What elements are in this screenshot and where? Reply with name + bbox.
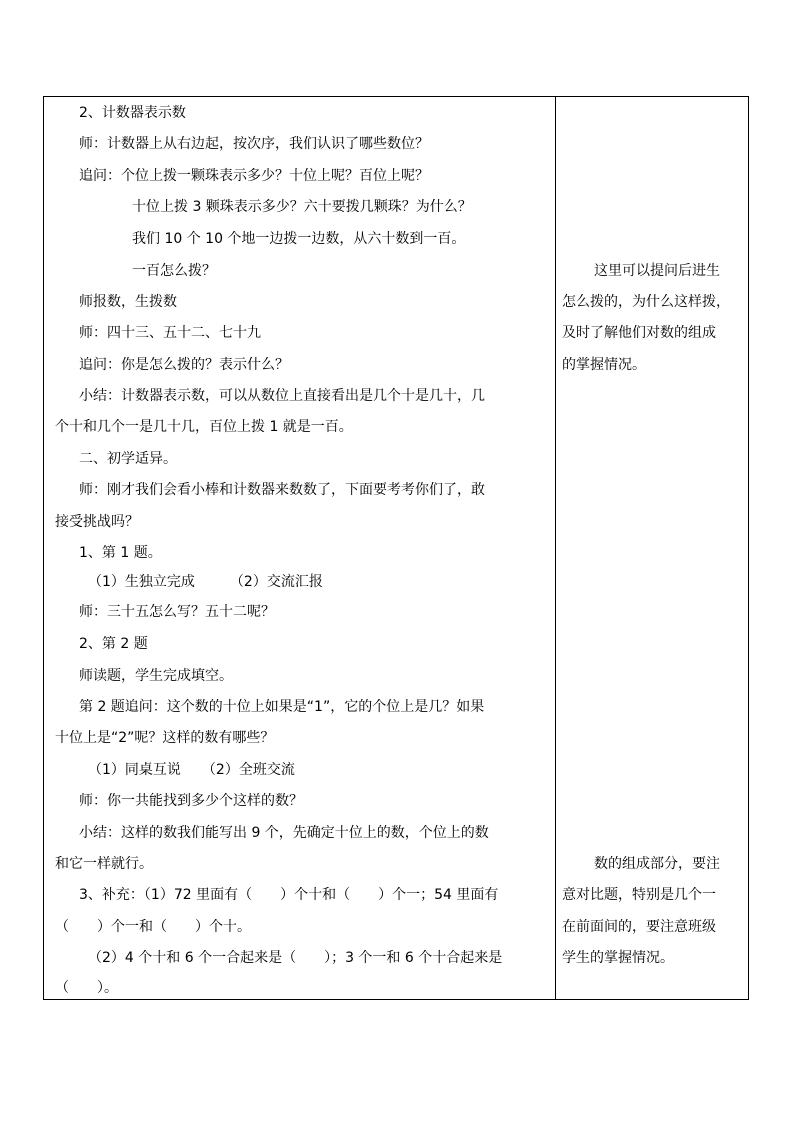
left-line: 追问：个位上拨一颗珠表示多少？十位上呢？百位上呢？ bbox=[79, 168, 429, 184]
left-line: 追问：你是怎么拨的？表示什么？ bbox=[79, 357, 289, 373]
left-line: 个十和几个一是几十几，百位上拨 1 就是一百。 bbox=[55, 419, 353, 435]
left-line: 师：刚才我们会看小棒和计数器来数数了，下面要考考你们了，敢 bbox=[79, 482, 485, 498]
note-line: 学生的掌握情况。 bbox=[562, 950, 674, 966]
left-line: 小结：这样的数我们能写出 9 个，先确定十位上的数，个位上的数 bbox=[79, 825, 489, 841]
left-line: （1）生独立完成 （2）交流汇报 bbox=[88, 574, 323, 590]
left-line: （1）同桌互说 （2）全班交流 bbox=[88, 762, 295, 778]
right-column bbox=[556, 97, 749, 999]
left-line: 师报数，生拨数 bbox=[79, 294, 177, 310]
left-line: 二、初学适异。 bbox=[79, 451, 177, 467]
left-line: 十位上拨 3 颗珠表示多少？六十要拨几颗珠？为什么？ bbox=[132, 199, 472, 215]
note-line: 数的组成部分，要注 bbox=[594, 856, 720, 872]
note-line: 及时了解他们对数的组成 bbox=[562, 325, 716, 341]
left-line: 师：三十五怎么写？五十二呢？ bbox=[79, 604, 275, 620]
left-line: 第 2 题追问：这个数的十位上如果是“1”，它的个位上是几？如果 bbox=[79, 699, 485, 715]
left-line: 和它一样就行。 bbox=[55, 856, 153, 872]
note-line: 的掌握情况。 bbox=[562, 357, 646, 373]
left-line: 一百怎么拨？ bbox=[132, 263, 216, 279]
left-line: 2、第 2 题 bbox=[79, 636, 148, 652]
note-line: 在前面间的，要注意班级 bbox=[562, 919, 716, 935]
left-line: （ ）。 bbox=[55, 980, 118, 996]
left-line: （2）4 个十和 6 个一合起来是（ ）；3 个一和 6 个十合起来是 bbox=[88, 950, 503, 966]
left-line: 十位上是“2”呢？这样的数有哪些？ bbox=[55, 730, 275, 746]
left-line: 师：四十三、五十二、七十九 bbox=[79, 325, 261, 341]
left-line: 小结：计数器表示数，可以从数位上直接看出是几个十是几十，几 bbox=[79, 388, 485, 404]
left-line: 师：计数器上从右边起，按次序，我们认识了哪些数位？ bbox=[79, 136, 429, 152]
left-line: 1、第 1 题。 bbox=[79, 545, 162, 561]
left-line: 3、补充：（1）72 里面有（ ）个十和（ ）个一；54 里面有 bbox=[79, 887, 499, 903]
lesson-table bbox=[43, 96, 749, 1000]
left-line: 我们 10 个 10 个地一边拨一边数，从六十数到一百。 bbox=[132, 231, 466, 247]
left-line: 师读题，学生完成填空。 bbox=[79, 668, 233, 684]
left-line: 接受挑战吗？ bbox=[55, 514, 139, 530]
left-line: 师：你一共能找到多少个这样的数？ bbox=[79, 793, 303, 809]
note-line: 这里可以提问后进生 bbox=[594, 263, 720, 279]
note-line: 怎么拨的，为什么这样拨， bbox=[562, 294, 730, 310]
note-line: 意对比题，特别是几个一 bbox=[562, 887, 716, 903]
left-line: （ ）个一和（ ）个十。 bbox=[55, 919, 251, 935]
left-line: 2、计数器表示数 bbox=[79, 105, 186, 121]
left-column bbox=[44, 97, 555, 999]
